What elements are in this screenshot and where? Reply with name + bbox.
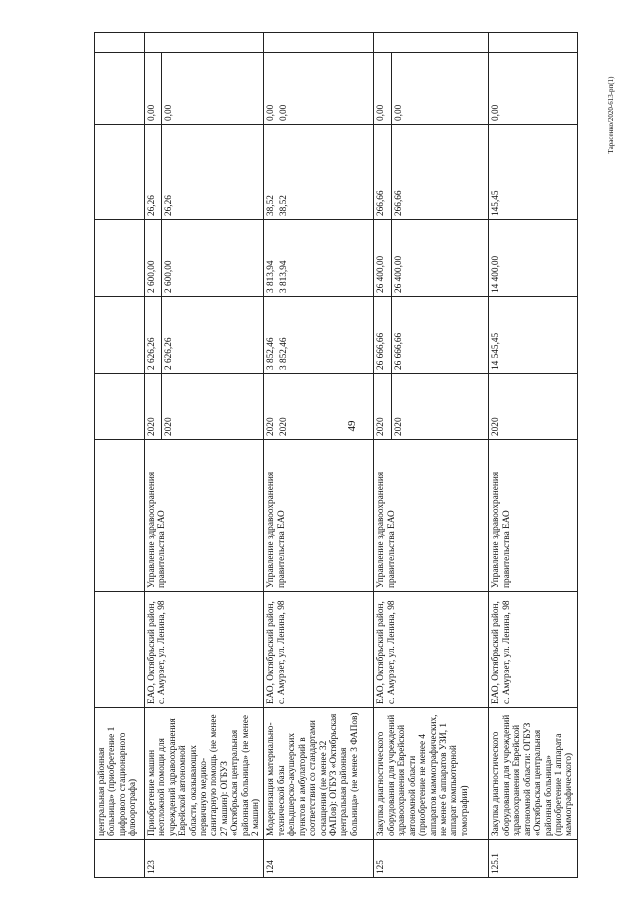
amount-federal bbox=[145, 220, 264, 297]
amount-local bbox=[145, 53, 264, 125]
address: ЕАО, Октябрьский район, с. Амурзет, ул. Ленина, 98 bbox=[489, 592, 577, 708]
customer: Управление здравоохранения правительства ЕАО bbox=[145, 440, 264, 592]
item-name: Закупка диагностического оборудования для учреждений здравоохранения Еврейской автономной области: ОГБУЗ «Октябрьская центральная районная больница» (приобретение 1 аппарата маммографического) bbox=[489, 708, 577, 840]
amount-federal bbox=[374, 220, 489, 297]
table-row bbox=[95, 33, 145, 878]
row-number: 125 bbox=[374, 840, 489, 878]
amount-regional bbox=[264, 125, 374, 220]
address: ЕАО, Октябрьский район, с. Амурзет, ул. Ленина, 98 bbox=[145, 592, 264, 708]
amount-value: 0,00 bbox=[376, 104, 387, 121]
row-number bbox=[95, 840, 145, 878]
rotated-table-container bbox=[94, 33, 575, 878]
customer: Управление здравоохранения правительства ЕАО bbox=[374, 440, 489, 592]
amount-value: 145,45 bbox=[491, 190, 502, 216]
amount-total bbox=[489, 297, 577, 374]
row-number: 124 bbox=[264, 840, 374, 878]
amount-value: 0,00 bbox=[391, 53, 404, 124]
item-name: Закупка диагностического оборудования для учреждений здравоохранения Еврейской автономной области (приобретение не менее 4 аппаратов маммографических, не менее 6 аппаратов УЗИ, 1 аппарат компьютерной томографии) bbox=[374, 708, 489, 840]
row-number: 123 bbox=[145, 840, 264, 878]
amount-value: 3 852,46 bbox=[266, 337, 277, 370]
year-value: 2020 bbox=[278, 417, 289, 436]
amount-value: 2 626,26 bbox=[147, 337, 157, 370]
amount-federal bbox=[489, 220, 577, 297]
customer: Управление здравоохранения правительства ЕАО bbox=[264, 440, 374, 592]
amount-value: 0,00 bbox=[147, 104, 157, 121]
amount-value: 0,00 bbox=[161, 53, 174, 124]
year-cell bbox=[264, 374, 374, 440]
amount-value: 14 545,45 bbox=[491, 332, 502, 370]
amount-federal bbox=[264, 220, 374, 297]
document-footer: Тарасенко/2020-613-рп(1) bbox=[607, 76, 615, 154]
amount-total bbox=[145, 297, 264, 374]
year-value: 2020 bbox=[161, 374, 174, 439]
amount-value: 0,00 bbox=[266, 104, 277, 121]
amount-regional bbox=[145, 125, 264, 220]
amount-value: 26 400,00 bbox=[391, 220, 404, 296]
amount-value: 26,26 bbox=[147, 195, 157, 216]
year-cell bbox=[374, 374, 489, 440]
customer: Управление здравоохранения правительства ЕАО bbox=[489, 440, 577, 592]
amount-local bbox=[374, 53, 489, 125]
page-number: 49 bbox=[346, 420, 358, 432]
amount-value: 26 400,00 bbox=[376, 255, 387, 293]
year-value: 2020 bbox=[491, 417, 502, 436]
amount-value: 3 813,94 bbox=[266, 260, 277, 293]
amount-value: 38,52 bbox=[266, 195, 277, 216]
year-value: 2020 bbox=[266, 417, 277, 436]
amount-total bbox=[264, 297, 374, 374]
address: ЕАО, Октябрьский район, с. Амурзет, ул. Ленина, 98 bbox=[264, 592, 374, 708]
amount-value: 0,00 bbox=[491, 104, 502, 121]
table-row bbox=[374, 33, 489, 878]
amount-value: 2 600,00 bbox=[147, 260, 157, 293]
table-row bbox=[145, 33, 264, 878]
amount-value: 26,26 bbox=[161, 125, 174, 219]
year-value: 2020 bbox=[147, 417, 157, 436]
amount-regional bbox=[489, 125, 577, 220]
amount-total bbox=[374, 297, 489, 374]
item-name: Приобретение машин неотложной помощи для учреждений здравоохранения Еврейской автономной области, оказывающих первичную медико-санитарную помощь (не менее 27 машин): ОГБУЗ «Октябрьская центральная районная больница» (не менее 2 машин) bbox=[145, 708, 264, 840]
item-name: центральная районная больница» (приобретение 1 цифрового стационарного флюорографа) bbox=[95, 708, 145, 840]
year-cell bbox=[489, 374, 577, 440]
amount-value: 0,00 bbox=[278, 104, 289, 121]
amount-local bbox=[489, 53, 577, 125]
amount-value: 26 666,66 bbox=[391, 297, 404, 373]
row-number: 125.1 bbox=[489, 840, 577, 878]
amount-value: 2 600,00 bbox=[161, 220, 174, 296]
amount-value: 3 852,46 bbox=[278, 337, 289, 370]
item-name: Модернизация материально-технической базы фельдшерско-акушерских пунктов и амбулаторий в соответствии со стандартами оснащения (не менее 32 ФАПов): ОГБУЗ «Октябрьская центральная районная больница» (не менее 3 ФАПов) bbox=[264, 708, 374, 840]
amount-value: 266,66 bbox=[391, 125, 404, 219]
table-row bbox=[489, 33, 577, 878]
year-cell bbox=[145, 374, 264, 440]
address: ЕАО, Октябрьский район, с. Амурзет, ул. Ленина, 98 bbox=[374, 592, 489, 708]
amount-value: 26 666,66 bbox=[376, 332, 387, 370]
amount-local bbox=[264, 53, 374, 125]
amount-value: 14 400,00 bbox=[491, 255, 502, 293]
amount-value: 3 813,94 bbox=[278, 260, 289, 293]
amount-value: 266,66 bbox=[376, 190, 387, 216]
amount-value: 38,52 bbox=[278, 195, 289, 216]
year-value: 2020 bbox=[376, 417, 387, 436]
table-row bbox=[264, 33, 374, 878]
amount-value: 2 626,26 bbox=[161, 297, 174, 373]
amount-regional bbox=[374, 125, 489, 220]
year-value: 2020 bbox=[391, 374, 404, 439]
budget-table bbox=[94, 32, 578, 878]
